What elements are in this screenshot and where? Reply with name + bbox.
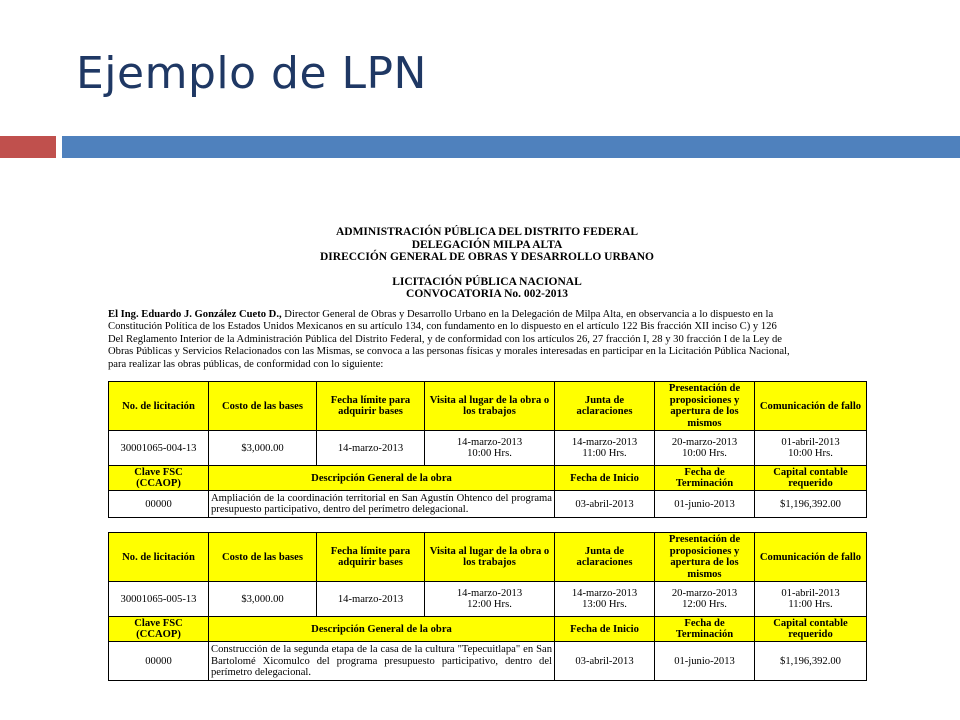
cell-capital: $1,196,392.00 [755, 491, 867, 518]
cell-costo-bases: $3,000.00 [209, 431, 317, 466]
header-comunicacion: Comunicación de fallo [755, 382, 867, 431]
cell-presentacion: 20-marzo-2013 10:00 Hrs. [655, 431, 755, 466]
header-junta: Junta de aclaraciones [555, 533, 655, 582]
intro-line: Del Reglamento Interior de la Administración Pública del Distrito Federal, y de conformidad con los artículos 26, 27 fracción I, 28 y 30 fracción I de la Ley de [108, 333, 782, 345]
cell-fallo: 01-abril-2013 11:00 Hrs. [755, 582, 867, 617]
cell-no-licitacion: 30001065-004-13 [109, 431, 209, 466]
cell-clave: 00000 [109, 642, 209, 681]
cell-junta: 14-marzo-2013 13:00 Hrs. [555, 582, 655, 617]
table-row [109, 431, 867, 466]
cell-junta: 14-marzo-2013 11:00 Hrs. [555, 431, 655, 466]
header-junta: Junta de aclaraciones [555, 382, 655, 431]
header-no-licitacion: No. de licitación [109, 382, 209, 431]
header-clave-fsc: Clave FSC (CCAOP) [109, 466, 209, 491]
cell-costo-bases: $3,000.00 [209, 582, 317, 617]
header-presentacion: Presentación de proposiciones y apertura de los mismos [655, 533, 755, 582]
accent-bar-red [0, 136, 56, 158]
table-header-row-2 [109, 617, 867, 642]
header-visita: Visita al lugar de la obra o los trabajos [425, 533, 555, 582]
cell-fecha-terminacion: 01-junio-2013 [655, 491, 755, 518]
tender-table-2 [108, 532, 867, 681]
cell-fecha-inicio: 03-abril-2013 [555, 642, 655, 681]
accent-bar-blue [62, 136, 960, 158]
cell-fecha-inicio: 03-abril-2013 [555, 491, 655, 518]
header-descripcion: Descripción General de la obra [209, 617, 555, 642]
cell-capital: $1,196,392.00 [755, 642, 867, 681]
cell-presentacion: 20-marzo-2013 12:00 Hrs. [655, 582, 755, 617]
header-capital: Capital contable requerido [755, 617, 867, 642]
cell-fecha-terminacion: 01-junio-2013 [655, 642, 755, 681]
header-descripcion: Descripción General de la obra [209, 466, 555, 491]
header-fecha-inicio: Fecha de Inicio [555, 466, 655, 491]
heading-line: DIRECCIÓN GENERAL DE OBRAS Y DESARROLLO URBANO [320, 251, 654, 263]
cell-descripcion: Ampliación de la coordinación territorial en San Agustín Ohtenco del programa presupuesto participativo, dentro del perímetro delegacional. [209, 491, 555, 518]
header-presentacion: Presentación de proposiciones y apertura de los mismos [655, 382, 755, 431]
cell-no-licitacion: 30001065-005-13 [109, 582, 209, 617]
table-row [109, 642, 867, 681]
header-costo-bases: Costo de las bases [209, 533, 317, 582]
cell-visita: 14-marzo-2013 10:00 Hrs. [425, 431, 555, 466]
table-row [109, 582, 867, 617]
official-name: El Ing. Eduardo J. González Cueto D., [108, 308, 282, 320]
heading-line: ADMINISTRACIÓN PÚBLICA DEL DISTRITO FEDERAL [335, 226, 639, 238]
table-header-row-2 [109, 466, 867, 491]
tender-table-1 [108, 381, 867, 518]
header-costo-bases: Costo de las bases [209, 382, 317, 431]
header-fecha-terminacion: Fecha de Terminación [655, 617, 755, 642]
intro-line: Constitución Política de los Estados Unidos Mexicanos en su artículo 134, con fundamento en lo dispuesto en el artículo 122 Bis fracción XII inciso C) y 126 [108, 321, 777, 333]
cell-clave: 00000 [109, 491, 209, 518]
table-row [109, 491, 867, 518]
header-fecha-inicio: Fecha de Inicio [555, 617, 655, 642]
header-no-licitacion: No. de licitación [109, 533, 209, 582]
document-heading [108, 226, 866, 301]
cell-fecha-limite: 14-marzo-2013 [317, 431, 425, 466]
slide-title: Ejemplo de LPN [76, 48, 427, 99]
intro-line: para realizar las obras públicas, de conformidad con lo siguiente: [108, 358, 384, 370]
header-fecha-limite: Fecha límite para adquirir bases [317, 533, 425, 582]
intro-paragraph [108, 309, 866, 372]
header-clave-fsc: Clave FSC (CCAOP) [109, 617, 209, 642]
cell-visita: 14-marzo-2013 12:00 Hrs. [425, 582, 555, 617]
header-visita: Visita al lugar de la obra o los trabajos [425, 382, 555, 431]
cell-fallo: 01-abril-2013 10:00 Hrs. [755, 431, 867, 466]
header-capital: Capital contable requerido [755, 466, 867, 491]
cell-descripcion: Construcción de la segunda etapa de la casa de la cultura "Tepecuitlapa" en San Bartolomé Xicomulco del programa presupuesto participativo, dentro del perímetro delegacional. [209, 642, 555, 681]
intro-line: Obras Públicas y Servicios Relacionados con las Mismas, se convoca a las personas físicas y morales interesadas en participar en la Licitación Pública Nacional, [108, 346, 790, 358]
cell-fecha-limite: 14-marzo-2013 [317, 582, 425, 617]
heading-line: DELEGACIÓN MILPA ALTA [411, 238, 563, 251]
convocatoria-document [108, 226, 866, 681]
header-fecha-terminacion: Fecha de Terminación [655, 466, 755, 491]
header-fecha-limite: Fecha límite para adquirir bases [317, 382, 425, 431]
intro-line-1: El Ing. Eduardo J. González Cueto D., Director General de Obras y Desarrollo Urbano en la Delegación de Milpa Alta, en observancia a lo dispuesto en la [108, 308, 774, 320]
subheading-line: CONVOCATORIA No. 002-2013 [406, 288, 568, 300]
table-header-row [109, 382, 867, 431]
table-header-row [109, 533, 867, 582]
subheading-line: LICITACIÓN PÚBLICA NACIONAL [392, 275, 582, 288]
header-comunicacion: Comunicación de fallo [755, 533, 867, 582]
